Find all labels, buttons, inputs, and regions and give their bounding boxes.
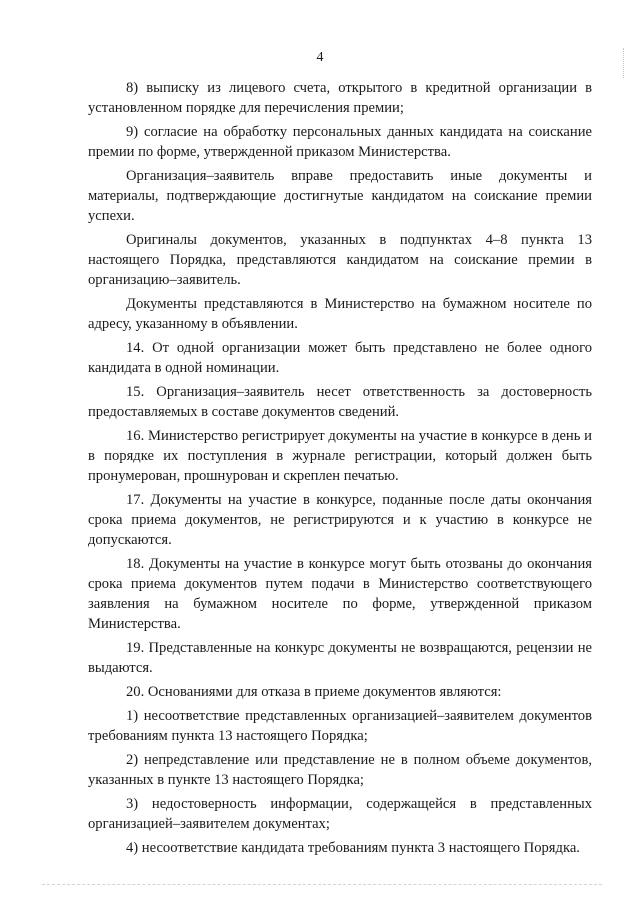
paragraph-item-9: 9) согласие на обработку персональных данных кандидата на соискание премии по форме, утвержденной приказом Министерства. <box>88 124 592 160</box>
paragraph-applicant-right: Организация–заявитель вправе предоставить иные документы и материалы, подтверждающие достигнутые кандидатом на соискание премии успехи. <box>88 168 592 224</box>
paragraph-reason-1: 1) несоответствие представленных организацией–заявителем документов требованиям пункта 13 настоящего Порядка; <box>88 708 592 744</box>
paragraph-reason-3: 3) недостоверность информации, содержащейся в представленных организацией–заявителем документах; <box>88 796 592 832</box>
paragraph-originals: Оригиналы документов, указанных в подпунктах 4–8 пункта 13 настоящего Порядка, представляются кандидатом на соискание премии в организацию–заявитель. <box>88 232 592 288</box>
paragraph-clause-15: 15. Организация–заявитель несет ответственность за достоверность предоставляемых в составе документов сведений. <box>88 384 592 420</box>
paragraph-reason-4: 4) несоответствие кандидата требованиям пункта 3 настоящего Порядка. <box>126 840 580 856</box>
bottom-scan-line <box>42 884 602 885</box>
paragraph-clause-18: 18. Документы на участие в конкурсе могут быть отозваны до окончания срока приема документов путем подачи в Министерство соответствующего заявления на бумажном носителе по форме, утвержденной приказом Министерства. <box>88 556 592 632</box>
paragraph-clause-14: 14. От одной организации может быть представлено не более одного кандидата в одной номинации. <box>88 340 592 376</box>
paragraph-clause-19: 19. Представленные на конкурс документы не возвращаются, рецензии не выдаются. <box>88 640 592 676</box>
paragraph-clause-17: 17. Документы на участие в конкурсе, поданные после даты окончания срока приема документов, не регистрируются и к участию в конкурсе не допускаются. <box>88 492 592 548</box>
paragraph-reason-2: 2) непредставление или представление не в полном объеме документов, указанных в пункте 13 настоящего Порядка; <box>88 752 592 788</box>
paragraph-item-8: 8) выписку из лицевого счета, открытого в кредитной организации в установленном порядке для перечисления премии; <box>88 80 592 116</box>
paragraph-clause-20: 20. Основаниями для отказа в приеме документов являются: <box>126 684 502 700</box>
document-body <box>88 78 592 858</box>
paragraph-submission-address: Документы представляются в Министерство на бумажном носителе по адресу, указанному в объявлении. <box>88 296 592 332</box>
paragraph-clause-16: 16. Министерство регистрирует документы на участие в конкурсе в день и в порядке их поступления в журнале регистрации, который должен быть пронумерован, прошнурован и скреплен печатью. <box>88 428 592 484</box>
page-number: 4 <box>316 50 324 65</box>
scan-margin-mark <box>623 48 632 78</box>
